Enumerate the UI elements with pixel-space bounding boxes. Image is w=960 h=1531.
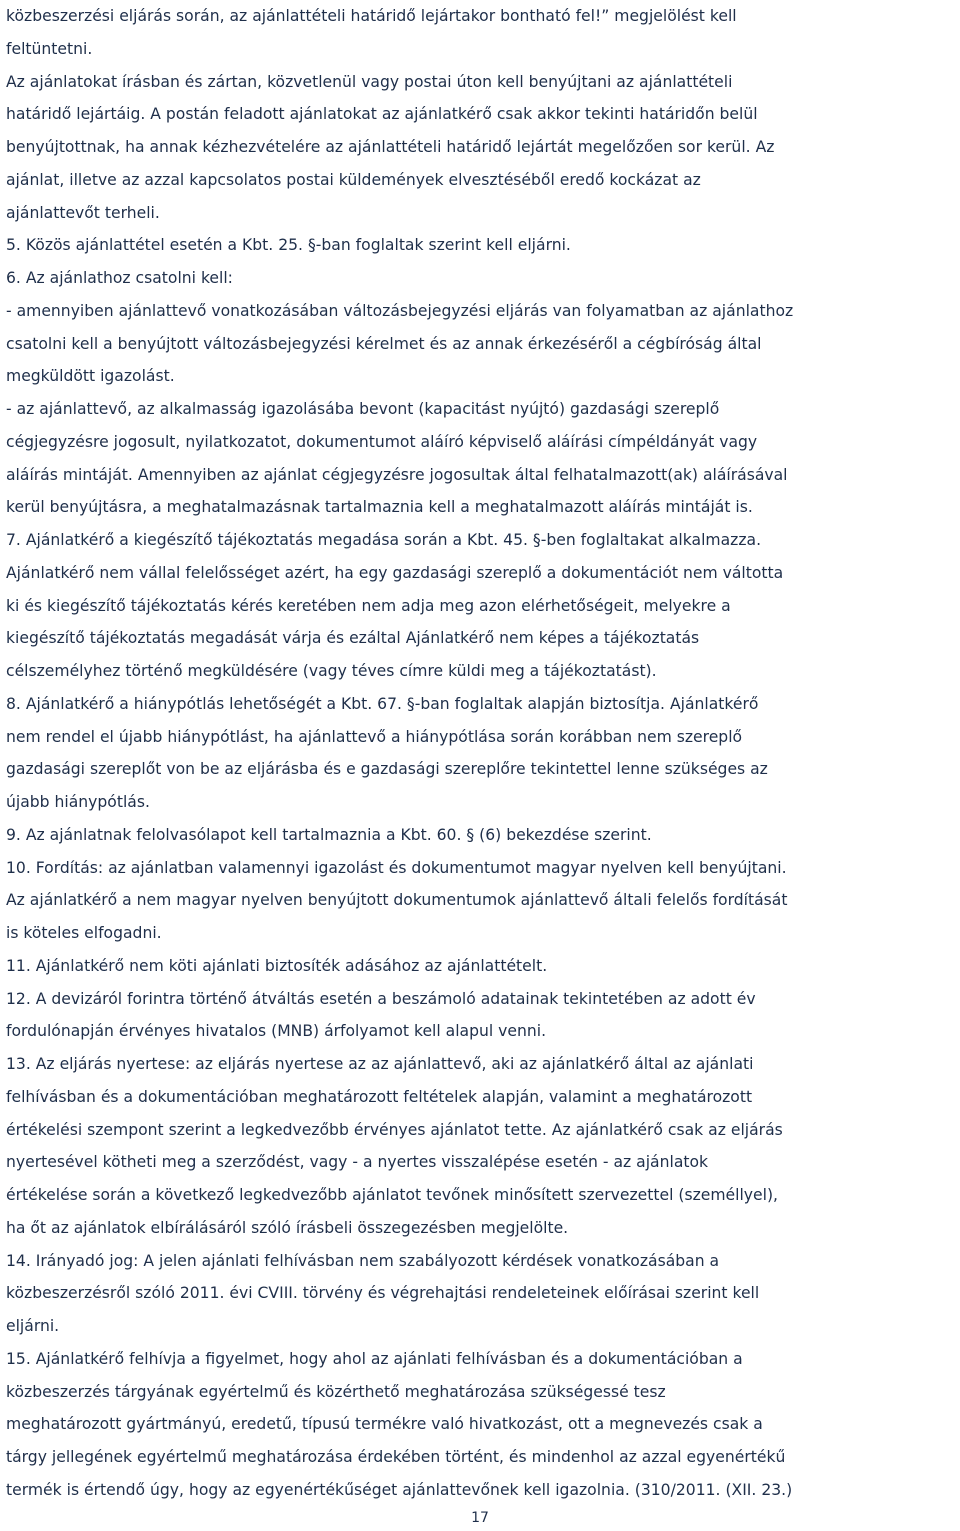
page-number: 17 [471, 1510, 489, 1526]
text-line: benyújtottnak, ha annak kézhezvételére az ajánlattételi határidő lejártát megelőzően sor kerül. Az [6, 138, 775, 156]
text-line: 5. Közös ajánlattétel esetén a Kbt. 25. §-ban foglaltak szerint kell eljárni. [6, 236, 571, 255]
text-line: ajánlat, illetve az azzal kapcsolatos postai küldemények elvesztéséből eredő kockázat az [6, 170, 701, 189]
text-line: tárgy jellegének egyértelmű meghatározása érdekében történt, és mindenhol az azzal egyenértékű [6, 1448, 786, 1466]
text-line: csatolni kell a benyújtott változásbejegyzési kérelmet és az annak érkezéséről a cégbíróság által [6, 334, 762, 353]
text-line: nem rendel el újabb hiánypótlást, ha ajánlattevő a hiánypótlása során korábban nem szereplő [6, 727, 743, 746]
text-line: értékelése során a következő legkedvezőbb ajánlatot tevőnek minősített szervezettel (személlyel), [6, 1186, 778, 1204]
text-line: - az ajánlattevő, az alkalmasság igazolásába bevont (kapacitást nyújtó) gazdasági szereplő [6, 400, 720, 418]
text-line: felhívásban és a dokumentációban meghatározott feltételek alapján, valamint a meghatározott [6, 1087, 753, 1106]
text-line: nyertesével kötheti meg a szerződést, vagy - a nyertes visszalépése esetén - az ajánlatok [6, 1153, 709, 1172]
text-line: fordulónapján érvényes hivatalos (MNB) árfolyamot kell alapul venni. [6, 1022, 547, 1041]
text-line: 10. Fordítás: az ajánlatban valamennyi igazolást és dokumentumot magyar nyelven kell benyújtani. [6, 858, 787, 877]
text-line: kerül benyújtásra, a meghatalmazásnak tartalmaznia kell a meghatalmazott aláírás mintáját is. [6, 498, 753, 517]
text-line: 7. Ajánlatkérő a kiegészítő tájékoztatás megadása során a Kbt. 45. §-ben foglaltakat alkalmazza. [6, 531, 762, 549]
text-line: értékelési szempont szerint a legkedvezőbb érvényes ajánlatot tette. Az ajánlatkérő csak az eljárás [6, 1120, 783, 1139]
text-line: 14. Irányadó jog: A jelen ajánlati felhívásban nem szabályozott kérdések vonatkozásában a [6, 1251, 720, 1270]
text-line: újabb hiánypótlás. [6, 793, 150, 811]
text-line: aláírás mintáját. Amennyiben az ajánlat cégjegyzésre jogosultak által felhatalmazott(ak) aláírásával [6, 465, 788, 484]
text-line: megküldött igazolást. [6, 367, 175, 386]
text-line: Az ajánlatokat írásban és zártan, közvetlenül vagy postai úton kell benyújtani az ajánlattételi [6, 72, 733, 91]
text-line: közbeszerzési eljárás során, az ajánlattételi határidő lejártakor bontható fel!” megjelölést kell [6, 7, 737, 25]
text-line: ha őt az ajánlatok elbírálásáról szóló írásbeli összegezésben megjelölte. [6, 1218, 569, 1237]
text-line: is köteles elfogadni. [6, 924, 162, 942]
text-line: célszemélyhez történő megküldésére (vagy téves címre küldi meg a tájékoztatást). [6, 662, 657, 680]
text-line: feltüntetni. [6, 39, 93, 58]
text-line: Az ajánlatkérő a nem magyar nyelven benyújtott dokumentumok ajánlattevő általi felelős fordítását [6, 891, 788, 910]
text-line: 15. Ajánlatkérő felhívja a figyelmet, hogy ahol az ajánlati felhívásban és a dokumentációban a [6, 1349, 743, 1368]
text-line: ki és kiegészítő tájékoztatás kérés keretében nem adja meg azon elérhetőségeit, melyekre a [6, 596, 731, 615]
text-line: 12. A devizáról forintra történő átváltás esetén a beszámoló adatainak tekintetében az adott év [6, 989, 756, 1008]
document-body [6, 0, 954, 1507]
text-line: Ajánlatkérő nem vállal felelősséget azért, ha egy gazdasági szereplő a dokumentációt nem váltotta [6, 563, 784, 582]
text-line: 8. Ajánlatkérő a hiánypótlás lehetőségét a Kbt. 67. §-ban foglaltak alapján biztosítja. Ajánlatkérő [6, 694, 759, 713]
text-line: eljárni. [6, 1317, 60, 1335]
text-line: 9. Az ajánlatnak felolvasólapot kell tartalmaznia a Kbt. 60. § (6) bekezdése szerint. [6, 825, 652, 844]
text-line: határidő lejártáig. A postán feladott ajánlatokat az ajánlatkérő csak akkor tekinti határidőn belül [6, 105, 758, 124]
text-line: cégjegyzésre jogosult, nyilatkozatot, dokumentumot aláíró képviselő aláírási címpéldányát vagy [6, 432, 758, 451]
text-line: meghatározott gyártmányú, eredetű, típusú termékre való hivatkozást, ott a megnevezés csak a [6, 1415, 763, 1434]
text-line: - amennyiben ajánlattevő vonatkozásában változásbejegyzési eljárás van folyamatban az ajánlathoz [6, 301, 794, 320]
text-line: 6. Az ajánlathoz csatolni kell: [6, 269, 233, 287]
text-line: 13. Az eljárás nyertese: az eljárás nyertese az az ajánlattevő, aki az ajánlatkérő által az ajánlati [6, 1055, 754, 1073]
text-line: 11. Ajánlatkérő nem köti ajánlati biztosíték adásához az ajánlattételt. [6, 956, 548, 975]
text-line: termék is értendő úgy, hogy az egyenértékűséget ajánlattevőnek kell igazolnia. (310/2011. (XII. 23.) [6, 1480, 793, 1499]
text-line: közbeszerzésről szóló 2011. évi CVIII. törvény és végrehajtási rendeleteinek előírásai szerint kell [6, 1284, 760, 1303]
text-line: közbeszerzés tárgyának egyértelmű és közérthető meghatározása szükségessé tesz [6, 1382, 666, 1401]
text-line: kiegészítő tájékoztatás megadását várja és ezáltal Ajánlatkérő nem képes a tájékoztatás [6, 629, 700, 648]
text-line: ajánlattevőt terheli. [6, 203, 160, 222]
text-line: gazdasági szereplőt von be az eljárásba és e gazdasági szereplőre tekintettel lenne szükséges az [6, 760, 768, 779]
